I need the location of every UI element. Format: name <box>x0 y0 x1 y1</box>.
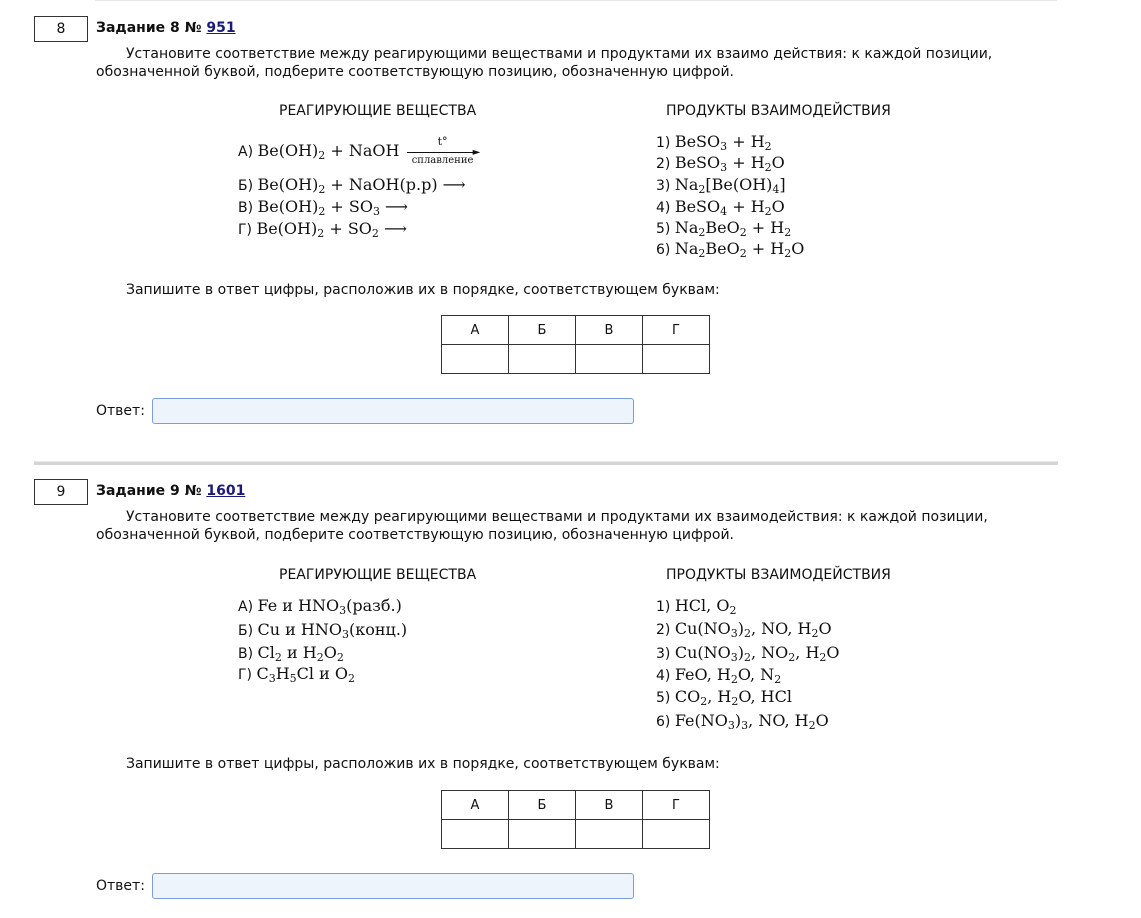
products-header: ПРОДУКТЫ ВЗАИМОДЕЙСТВИЯ <box>666 567 891 583</box>
answer-input[interactable] <box>152 398 634 424</box>
product-6: 6) $Fe(NO_3)_3$, NO, $H_2O$ <box>656 711 829 732</box>
reactant-b: Б) Cu и $HNO_3(конц.)$ <box>238 620 408 641</box>
product-3: 3) $Na_2[Be(OH)_4]$ <box>656 175 786 196</box>
table-cell <box>509 345 576 374</box>
reactant-v: В) $Be(OH)_2 + SO_3$ ⟶ <box>238 197 408 218</box>
reactant-a: А) $Be(OH)_2$ + NaOH t° ► сплавление <box>238 135 481 166</box>
prompt-line: Установите соответствие между реагирующими веществами и продуктами их взаимо действия: к каждой позиции, <box>126 46 993 62</box>
product-2: 2) BeSO$_3$ + $H_2O$ <box>656 153 785 174</box>
product-5: 5) $CO_2$, $H_2O$, HCl <box>656 687 792 708</box>
table-cell <box>442 820 509 849</box>
table-header-b: Б <box>509 316 576 345</box>
product-5: 5) $Na_2BeO_2 + H_2$ <box>656 218 792 239</box>
task-prompt <box>96 45 1058 81</box>
reactant-a: А) Fe и $HNO_3(разб.)$ <box>238 596 402 617</box>
answer-label: Ответ: <box>96 403 145 419</box>
products-header: ПРОДУКТЫ ВЗАИМОДЕЙСТВИЯ <box>666 103 891 119</box>
answer-label: Ответ: <box>96 878 145 894</box>
arrow-condition-top: t° <box>437 135 448 148</box>
task-separator <box>34 461 1058 465</box>
task-link[interactable]: 1601 <box>206 483 246 499</box>
reactant-g: Г) $Be(OH)_2 + SO_2$ ⟶ <box>238 219 407 240</box>
task-link[interactable]: 951 <box>206 20 236 36</box>
product-1: 1) HCl, $O_2$ <box>656 596 737 617</box>
answer-table <box>441 315 710 374</box>
table-cell <box>576 820 643 849</box>
product-2: 2) $Cu(NO_3)_2$, NO, $H_2O$ <box>656 619 832 640</box>
table-header-v: В <box>576 316 643 345</box>
arrow-condition-bottom: сплавление <box>411 155 474 166</box>
table-header-a: А <box>442 316 509 345</box>
table-header-g: Г <box>643 791 710 820</box>
product-4: 4) BeSO$_4$ + $H_2O$ <box>656 197 785 218</box>
prompt-line: обозначенной буквой, подберите соответствующую позицию, обозначенную цифрой. <box>96 527 734 543</box>
task-title-prefix: Задание 9 № <box>96 483 207 499</box>
task-number-box: 9 <box>34 479 88 505</box>
reactant-g: Г) $C_3H_5Cl$ и $O_2$ <box>238 664 355 685</box>
task-title <box>96 20 236 36</box>
reactant-v: В) $Cl_2$ и $H_2O_2$ <box>238 643 344 664</box>
product-4: 4) FeO, $H_2O$, $N_2$ <box>656 665 782 686</box>
task-title-prefix: Задание 8 № <box>96 20 207 36</box>
table-header-b: Б <box>509 791 576 820</box>
task-prompt <box>96 508 1058 544</box>
top-divider <box>95 0 1057 1</box>
task-title <box>96 483 245 499</box>
table-header-v: В <box>576 791 643 820</box>
table-cell <box>643 820 710 849</box>
table-header-g: Г <box>643 316 710 345</box>
table-cell <box>576 345 643 374</box>
prompt-line: Установите соответствие между реагирующими веществами и продуктами их взаимодействия: к каждой позиции, <box>126 509 988 525</box>
prompt-line: обозначенной буквой, подберите соответствующую позицию, обозначенную цифрой. <box>96 64 734 80</box>
reactants-header: РЕАГИРУЮЩИЕ ВЕЩЕСТВА <box>279 567 477 583</box>
answer-instruction: Запишите в ответ цифры, расположив их в порядке, соответствующем буквам: <box>126 756 720 772</box>
product-3: 3) $Cu(NO_3)_2$, $NO_2$, $H_2O$ <box>656 643 840 664</box>
product-6: 6) $Na_2BeO_2 + H_2O$ <box>656 239 805 260</box>
task-number-box: 8 <box>34 16 88 42</box>
product-1: 1) BeSO$_3$ + $H_2$ <box>656 132 772 153</box>
answer-instruction: Запишите в ответ цифры, расположив их в порядке, соответствующем буквам: <box>126 282 720 298</box>
table-cell <box>442 345 509 374</box>
reactants-header: РЕАГИРУЮЩИЕ ВЕЩЕСТВА <box>279 103 477 119</box>
table-cell <box>509 820 576 849</box>
arrow-with-conditions: t° ► сплавление <box>405 143 481 161</box>
table-cell <box>643 345 710 374</box>
answer-table <box>441 790 710 849</box>
answer-input[interactable] <box>152 873 634 899</box>
reactant-b: Б) $Be(OH)_2$ + NaOH(р.р) ⟶ <box>238 175 466 196</box>
table-header-a: А <box>442 791 509 820</box>
